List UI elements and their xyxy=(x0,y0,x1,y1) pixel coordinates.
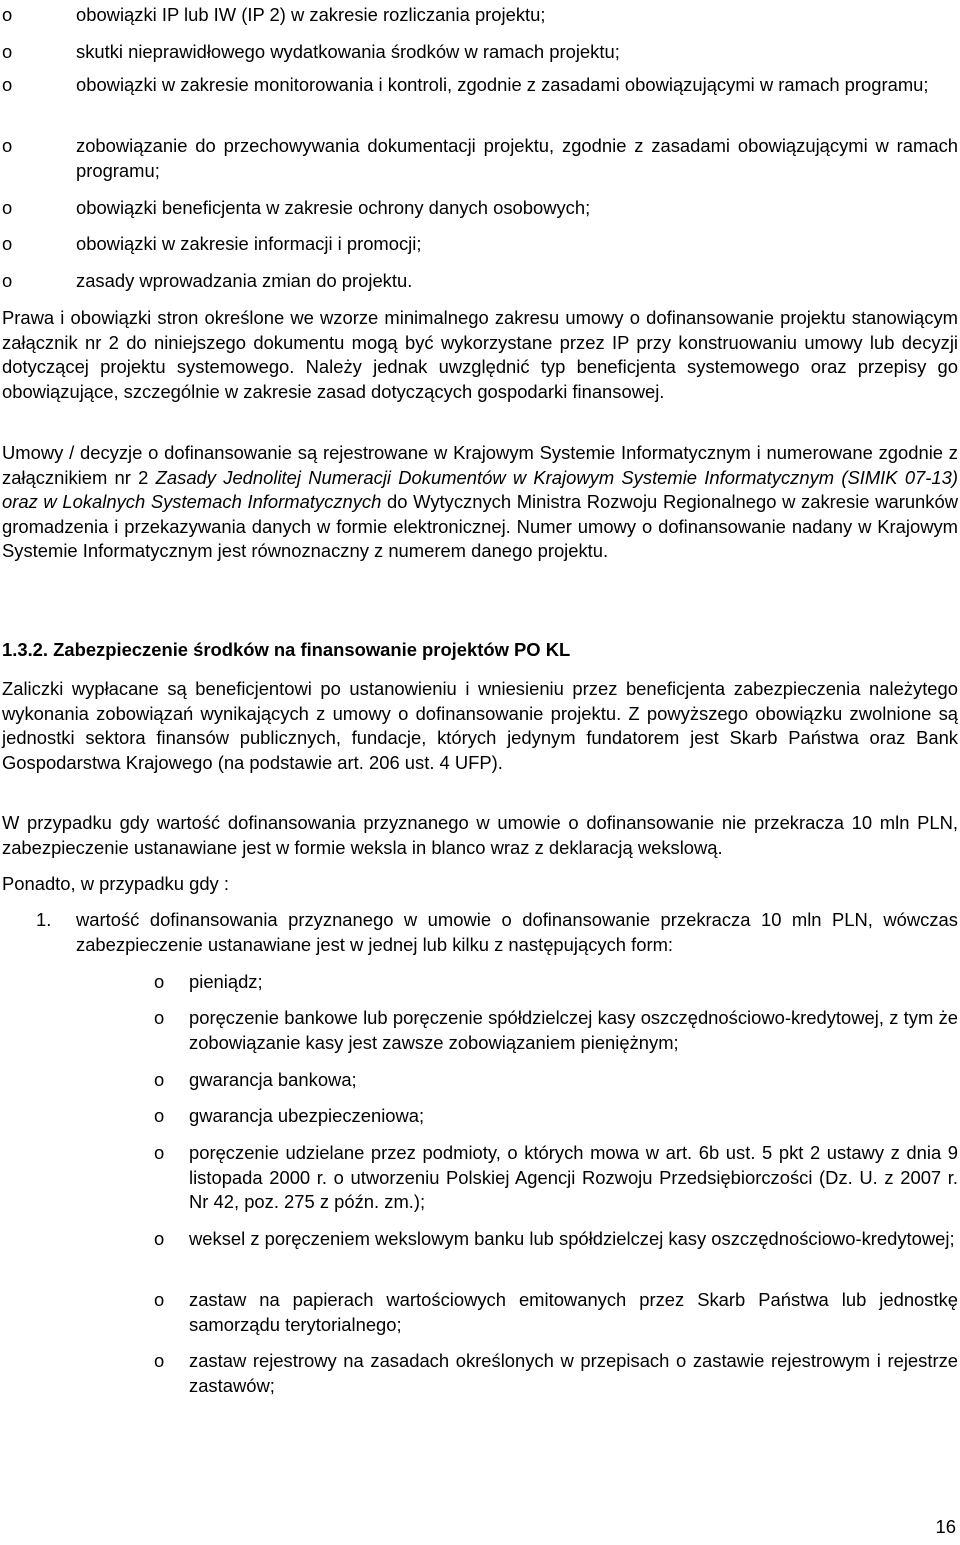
form-list-text: gwarancja bankowa; xyxy=(189,1069,357,1090)
bullet-marker: o xyxy=(154,1069,165,1090)
list-item-text: zasady wprowadzania zmian do projektu. xyxy=(76,270,413,291)
form-list-text: poręczenie bankowe lub poręczenie spółdzielczej kasy oszczędnościowo-kredytowej, z tym że zobowiązanie kasy jest zawsze zobowiązaniem pieniężnym; xyxy=(189,1007,958,1053)
numbered-item xyxy=(2,908,958,957)
form-list-text: zastaw rejestrowy na zasadach określonych w przepisach o zastawie rejestrowym i rejestrze zastawów; xyxy=(189,1350,958,1396)
bullet-marker: o xyxy=(154,1228,165,1249)
numbered-item-text: wartość dofinansowania przyznanego w umowie o dofinansowanie przekracza 10 mln PLN, wówczas zabezpieczenie ustanawiane jest w jednej lub kilku z następujących form: xyxy=(76,909,958,955)
list-item-text: obowiązki beneficjenta w zakresie ochrony danych osobowych; xyxy=(76,197,591,218)
bullet-marker: o xyxy=(2,4,13,25)
form-list-text: zastaw na papierach wartościowych emitowanych przez Skarb Państwa lub jednostkę samorządu terytorialnego; xyxy=(189,1289,958,1335)
list-item xyxy=(2,232,958,257)
paragraph-umowy-part2: do Wytycznych Ministra Rozwoju Regionalnego w zakresie warunków gromadzenia i przekazywania danych w formie elektronicznej. Numer umowy o dofinansowanie nadany w Krajowym Systemie Informatycznym jest równoznaczny z numerem danego projektu. xyxy=(2,491,958,561)
form-list-text: pieniądz; xyxy=(189,971,263,992)
bullet-marker: o xyxy=(154,1142,165,1163)
form-list-item xyxy=(2,1068,958,1093)
bullet-marker: o xyxy=(2,41,13,62)
bullet-marker: o xyxy=(154,1289,165,1310)
list-item xyxy=(2,3,958,28)
bullet-marker: o xyxy=(2,135,13,156)
bullet-marker: o xyxy=(154,1007,165,1028)
paragraph-zaliczki: Zaliczki wypłacane są beneficjentowi po ustanowieniu i wniesieniu przez beneficjenta zabezpieczenia należytego wykonania zobowiązań wynikających z umowy o dofinansowanie projektu. Z powyższego obowiązku zwolnione są jednostki sektora finansów publicznych, fundacje, których jedynym fundatorem jest Skarb Państwa oraz Bank Gospodarstwa Krajowego (na podstawie art. 206 ust. 4 UFP). xyxy=(2,678,958,773)
list-item xyxy=(2,134,958,183)
paragraph-przypadku: W przypadku gdy wartość dofinansowania przyznanego w umowie o dofinansowanie nie przekracza 10 mln PLN, zabezpieczenie ustanawiane jest w formie weksla in blanco wraz z deklaracją wekslową. xyxy=(2,812,958,858)
bullet-marker: o xyxy=(154,1350,165,1371)
section-heading: 1.3.2. Zabezpieczenie środków na finansowanie projektów PO KL xyxy=(2,639,571,660)
list-item-text: obowiązki w zakresie informacji i promocji; xyxy=(76,233,422,254)
form-list-item xyxy=(2,1006,958,1055)
form-list-text: poręczenie udzielane przez podmioty, o których mowa w art. 6b ust. 5 pkt 2 ustawy z dnia 9 listopada 2000 r. o utworzeniu Polskiej Agencji Rozwoju Przedsiębiorczości (Dz. U. z 2007 r. Nr 42, poz. 275 z późn. zm.); xyxy=(189,1142,958,1212)
bullet-marker: o xyxy=(154,971,165,992)
list-item-text: zobowiązanie do przechowywania dokumentacji projektu, zgodnie z zasadami obowiązującymi w ramach programu; xyxy=(76,135,958,181)
list-item-text: obowiązki IP lub IW (IP 2) w zakresie rozliczania projektu; xyxy=(76,4,546,25)
paragraph-umowy-italic: Zasady Jednolitej Numeracji Dokumentów w Krajowym Systemie Informatycznym (SIMIK 07-13) oraz w Lokalnych Systemach Informatycznych xyxy=(2,466,958,512)
page-number: 16 xyxy=(935,1516,956,1537)
bullet-marker: o xyxy=(2,197,13,218)
form-list-item xyxy=(2,1349,958,1398)
list-item-text: obowiązki w zakresie monitorowania i kontroli, zgodnie z zasadami obowiązującymi w ramach programu; xyxy=(76,74,929,95)
paragraph-umowy-part1: Umowy / decyzje o dofinansowanie są rejestrowane w Krajowym Systemie Informatycznym i numerowane zgodnie z załącznikiem nr 2 xyxy=(2,442,958,488)
list-item xyxy=(2,40,958,65)
form-list-item xyxy=(2,970,958,995)
bullet-marker: o xyxy=(154,1105,165,1126)
item-number: 1. xyxy=(36,909,52,930)
list-item xyxy=(2,196,958,221)
form-list-item xyxy=(2,1288,958,1337)
form-list-item xyxy=(2,1227,958,1252)
form-list-item xyxy=(2,1104,958,1129)
paragraph-umowy xyxy=(2,441,958,564)
bullet-marker: o xyxy=(2,74,13,95)
form-list-text: gwarancja ubezpieczeniowa; xyxy=(189,1105,425,1126)
list-item xyxy=(2,73,958,98)
bullet-marker: o xyxy=(2,270,13,291)
paragraph-prawa: Prawa i obowiązki stron określone we wzorze minimalnego zakresu umowy o dofinansowanie projektu stanowiącym załącznik nr 2 do niniejszego dokumentu mogą być wykorzystane przez IP przy konstruowaniu umowy lub decyzji dotyczącej projektu systemowego. Należy jednak uwzględnić typ beneficjenta systemowego oraz przepisy go obowiązujące, szczególnie w zakresie zasad dotyczących gospodarki finansowej. xyxy=(2,307,958,402)
list-item-text: skutki nieprawidłowego wydatkowania środków w ramach projektu; xyxy=(76,41,620,62)
paragraph-ponadto: Ponadto, w przypadku gdy : xyxy=(2,873,229,894)
form-list-item xyxy=(2,1141,958,1215)
bullet-marker: o xyxy=(2,233,13,254)
form-list-text: weksel z poręczeniem wekslowym banku lub spółdzielczej kasy oszczędnościowo-kredytowej; xyxy=(189,1228,955,1249)
list-item xyxy=(2,269,958,294)
